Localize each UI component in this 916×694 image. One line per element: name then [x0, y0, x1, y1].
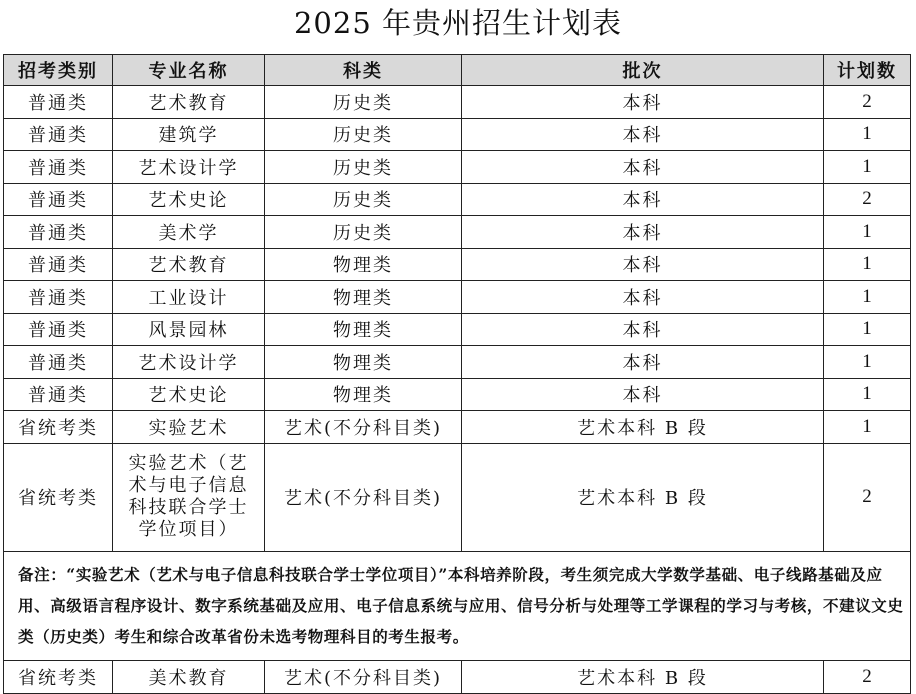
cell-subject: 物理类 [265, 313, 462, 346]
cell-category: 省统考类 [4, 660, 113, 693]
cell-category: 普通类 [4, 346, 113, 379]
cell-category: 普通类 [4, 151, 113, 184]
cell-category: 普通类 [4, 248, 113, 281]
cell-subject: 艺术(不分科目类) [265, 411, 462, 444]
table-row [4, 346, 911, 379]
cell-batch: 本科 [462, 216, 824, 249]
cell-count: 1 [824, 151, 911, 184]
table-row [4, 216, 911, 249]
cell-category: 普通类 [4, 378, 113, 411]
cell-batch: 本科 [462, 183, 824, 216]
cell-count: 1 [824, 411, 911, 444]
cell-major: 艺术史论 [113, 183, 265, 216]
note-row [4, 551, 911, 660]
cell-category: 普通类 [4, 118, 113, 151]
cell-subject: 物理类 [265, 378, 462, 411]
table-row [4, 86, 911, 119]
cell-major: 实验艺术 [113, 411, 265, 444]
cell-batch: 艺术本科 B 段 [462, 660, 824, 693]
cell-count: 1 [824, 248, 911, 281]
cell-batch: 本科 [462, 346, 824, 379]
table-header-row [4, 55, 911, 86]
cell-subject: 历史类 [265, 151, 462, 184]
cell-major: 艺术史论 [113, 378, 265, 411]
cell-count: 2 [824, 443, 911, 551]
cell-batch: 本科 [462, 118, 824, 151]
header-major: 专业名称 [113, 55, 265, 86]
cell-category: 普通类 [4, 281, 113, 314]
header-category: 招考类别 [4, 55, 113, 86]
cell-subject: 历史类 [265, 118, 462, 151]
cell-batch: 本科 [462, 313, 824, 346]
cell-subject: 物理类 [265, 248, 462, 281]
cell-category: 普通类 [4, 183, 113, 216]
cell-count: 1 [824, 281, 911, 314]
table-row [4, 118, 911, 151]
cell-count: 1 [824, 313, 911, 346]
table-row [4, 411, 911, 444]
cell-category: 省统考类 [4, 443, 113, 551]
table-row [4, 313, 911, 346]
note-text: 备注：“实验艺术（艺术与电子信息科技联合学士学位项目）”本科培养阶段，考生须完成大学数学基础、电子线路基础及应用、高级语言程序设计、数字系统基础及应用、电子信息系统与应用、信号分析与处理等工学课程的学习与考核，不建议文史类（历史类）考生和综合改革省份未选考物理科目的考生报考。 [4, 551, 911, 660]
cell-category: 普通类 [4, 86, 113, 119]
cell-subject: 历史类 [265, 86, 462, 119]
cell-count: 2 [824, 660, 911, 693]
cell-batch: 本科 [462, 151, 824, 184]
cell-subject: 物理类 [265, 346, 462, 379]
cell-batch: 艺术本科 B 段 [462, 443, 824, 551]
cell-count: 2 [824, 183, 911, 216]
cell-count: 1 [824, 118, 911, 151]
cell-major: 实验艺术（艺术与电子信息科技联合学士学位项目） [113, 443, 265, 551]
cell-major: 工业设计 [113, 281, 265, 314]
table-row [4, 443, 911, 551]
cell-batch: 本科 [462, 248, 824, 281]
cell-subject: 艺术(不分科目类) [265, 660, 462, 693]
cell-major: 建筑学 [113, 118, 265, 151]
cell-subject: 历史类 [265, 216, 462, 249]
table-row [4, 378, 911, 411]
cell-major: 风景园林 [113, 313, 265, 346]
table-row [4, 281, 911, 314]
cell-major: 美术学 [113, 216, 265, 249]
table-row [4, 248, 911, 281]
cell-major: 美术教育 [113, 660, 265, 693]
cell-subject: 历史类 [265, 183, 462, 216]
cell-count: 1 [824, 346, 911, 379]
table-row [4, 183, 911, 216]
cell-major: 艺术教育 [113, 248, 265, 281]
cell-major: 艺术设计学 [113, 151, 265, 184]
cell-major: 艺术教育 [113, 86, 265, 119]
enrollment-plan-table [3, 54, 911, 694]
cell-subject: 艺术(不分科目类) [265, 443, 462, 551]
cell-subject: 物理类 [265, 281, 462, 314]
header-batch: 批次 [462, 55, 824, 86]
cell-count: 1 [824, 378, 911, 411]
table-row [4, 660, 911, 693]
cell-batch: 本科 [462, 86, 824, 119]
cell-category: 普通类 [4, 216, 113, 249]
header-subject: 科类 [265, 55, 462, 86]
table-row [4, 151, 911, 184]
cell-major: 艺术设计学 [113, 346, 265, 379]
page-title: 2025 年贵州招生计划表 [293, 6, 623, 40]
cell-category: 普通类 [4, 313, 113, 346]
cell-batch: 本科 [462, 281, 824, 314]
cell-batch: 艺术本科 B 段 [462, 411, 824, 444]
cell-category: 省统考类 [4, 411, 113, 444]
cell-count: 1 [824, 216, 911, 249]
header-count: 计划数 [824, 55, 911, 86]
cell-count: 2 [824, 86, 911, 119]
cell-batch: 本科 [462, 378, 824, 411]
